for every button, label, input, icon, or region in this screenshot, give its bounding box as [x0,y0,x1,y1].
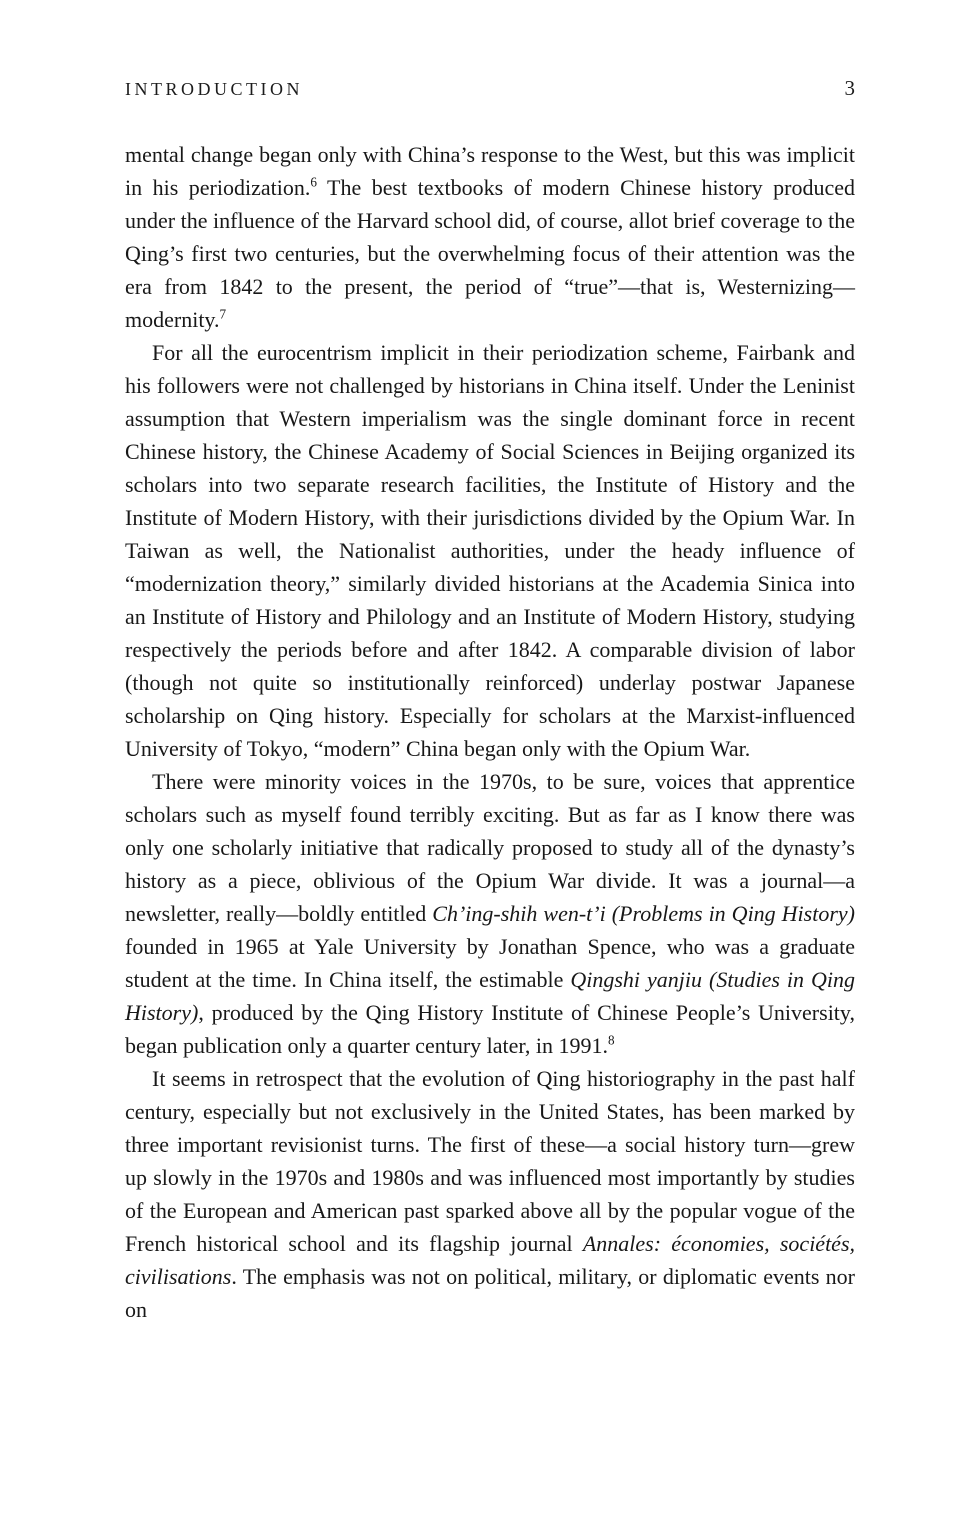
body-text [125,138,855,1326]
page-number: 3 [844,76,855,100]
running-header [125,76,855,101]
paragraph: There were minority voices in the 1970s, to be sure, voices that apprentice scholars such as myself found terribly exciting. But as far as I know there was only one scholarly initiative that radically proposed to study all of the dynasty’s history as a piece, oblivious of the Opium War divide. It was a journal—a newsletter, really—boldly entitled Ch’ing-shih wen-t’i (Problems in Qing History) founded in 1965 at Yale University by Jonathan Spence, who was a graduate student at the time. In China itself, the estimable Qingshi yanjiu (Studies in Qing History), produced by the Qing History Institute of Chinese People’s University, began publication only a quarter century later, in 1991.$^8$ [125,769,855,1058]
running-header-title: INTRODUCTION [125,79,303,99]
paragraph: mental change began only with China’s response to the West, but this was implicit in his periodization.$^6$ The best textbooks of modern Chinese history produced under the influence of the Harvard school did, of course, allot brief coverage to the Qing’s first two centuries, but the overwhelming focus of their attention was the era from 1842 to the present, the period of “true”—that is, Westernizing—modernity.$^7$ [125,142,856,332]
paragraph: For all the eurocentrism implicit in their periodization scheme, Fairbank and his followers were not challenged by historians in China itself. Under the Leninist assumption that Western imperialism was the single dominant force in recent Chinese history, the Chinese Academy of Social Sciences in Beijing organized its scholars into two separate research facilities, the Institute of History and the Institute of Modern History, with their jurisdictions divided by the Opium War. In Taiwan as well, the Nationalist authorities, under the heady influence of “modernization theory,” similarly divided historians at the Academia Sinica into an Institute of History and Philology and an Institute of Modern History, studying respectively the periods before and after 1842. A comparable division of labor (though not quite so institutionally reinforced) underlay postwar Japanese scholarship on Qing history. Especially for scholars at the Marxist-influenced University of Tokyo, “modern” China began only with the Opium War. [125,340,855,761]
paragraph: It seems in retrospect that the evolution of Qing historiography in the past half century, especially but not exclusively in the United States, has been marked by three important revisionist turns. The first of these—a social history turn—grew up slowly in the 1970s and 1980s and was influenced most importantly by studies of the European and American past sparked above all by the popular vogue of the French historical school and its flagship journal Annales: économies, sociétés, civilisations. The emphasis was not on political, military, or diplomatic events nor on [125,1066,856,1322]
